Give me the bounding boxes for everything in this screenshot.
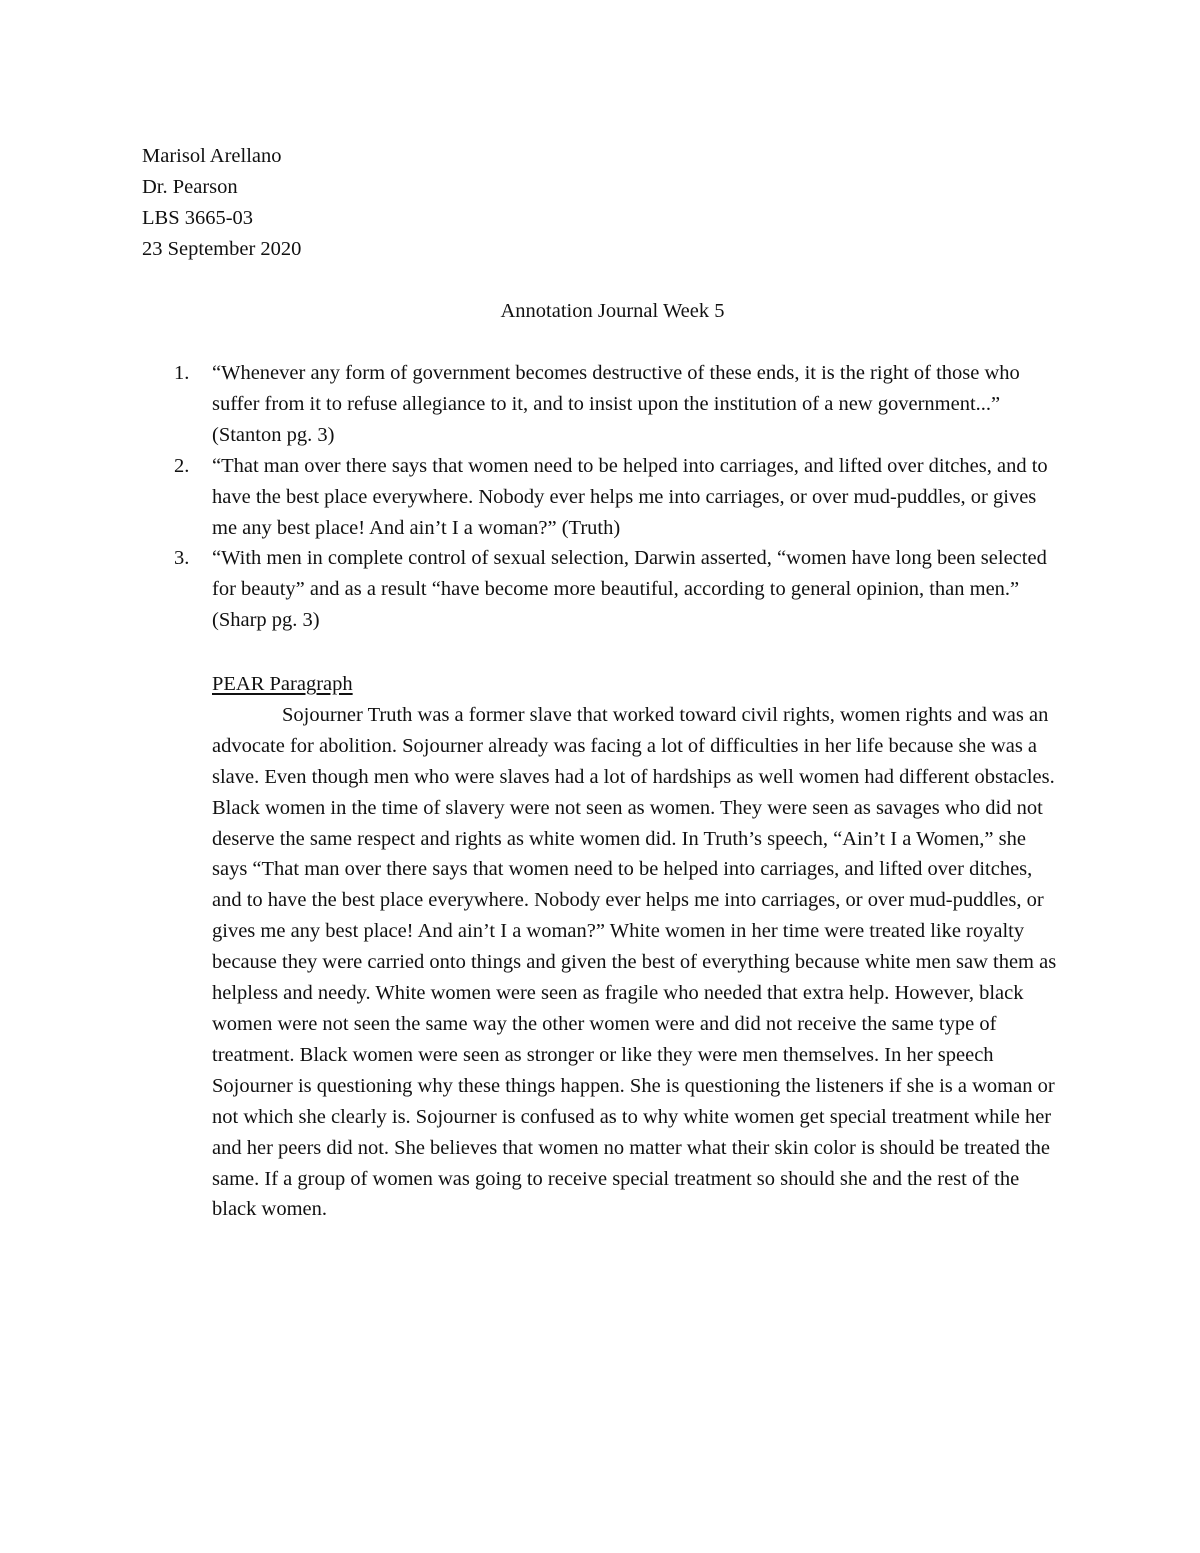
quote-item: [142, 451, 1062, 544]
quote-text: “That man over there says that women need to be helped into carriages, and lifted over ditches, and to have the best place everywhere. Nobody ever helps me into carriages, or over mud-puddles, or gives me any best place! And ain’t I a woman?” (Truth): [212, 454, 1048, 539]
pear-paragraph: Sojourner Truth was a former slave that worked toward civil rights, women rights and was an advocate for abolition. Sojourner already was facing a lot of difficulties in her life because she was a slave. Even though men who were slaves had a lot of hardships as well women had different obstacles. Black women in the time of slavery were not seen as women. They were seen as savages who did not deserve the same respect and rights as white women did. In Truth’s speech, “Ain’t I a Women,” she says “That man over there says that women need to be helped into carriages, and lifted over ditches, and to have the best place everywhere. Nobody ever helps me into carriages, or over mud-puddles, or gives me any best place! And ain’t I a woman?” White women in her time were treated like royalty because they were carried onto things and given the best of everything because white men saw them as helpless and needy. White women were seen as fragile who needed that extra help. However, black women were not seen the same way the other women were and did not receive the same type of treatment. Black women were seen as stronger or like they were men themselves. In her speech Sojourner is questioning why these things happen. She is questioning the listeners if she is a woman or not which she clearly is. Sojourner is confused as to why white women get special treatment while her and her peers did not. She believes that women no matter what their skin color is should be treated the same. If a group of women was going to receive special treatment so should she and the rest of the black women.: [212, 703, 1057, 1221]
pear-heading: PEAR Paragraph: [212, 673, 353, 695]
student-name: Marisol Arellano: [142, 145, 282, 167]
quote-number: 2.: [174, 454, 190, 477]
quote-item: [142, 543, 1062, 636]
pear-section: [212, 669, 1062, 1225]
quote-item: [142, 358, 1062, 451]
document-date: 23 September 2020: [142, 237, 302, 260]
quote-number: 1.: [174, 362, 190, 384]
quote-text: “Whenever any form of government becomes destructive of these ends, it is the right of those who suffer from it to refuse allegiance to it, and to insist upon the institution of a new government...” (Stanton pg. 3): [212, 362, 1020, 446]
document-title: Annotation Journal Week 5: [500, 300, 725, 322]
quote-number: 3.: [174, 547, 190, 570]
course-code: LBS 3665-03: [142, 206, 254, 229]
quote-text: “With men in complete control of sexual selection, Darwin asserted, “women have long been selected for beauty” and as a result “have become more beautiful, according to general opinion, than men.” (Sharp pg. 3): [212, 547, 1047, 632]
document-header: [142, 141, 301, 265]
quote-list: [142, 358, 1062, 636]
instructor-name: Dr. Pearson: [142, 175, 238, 198]
